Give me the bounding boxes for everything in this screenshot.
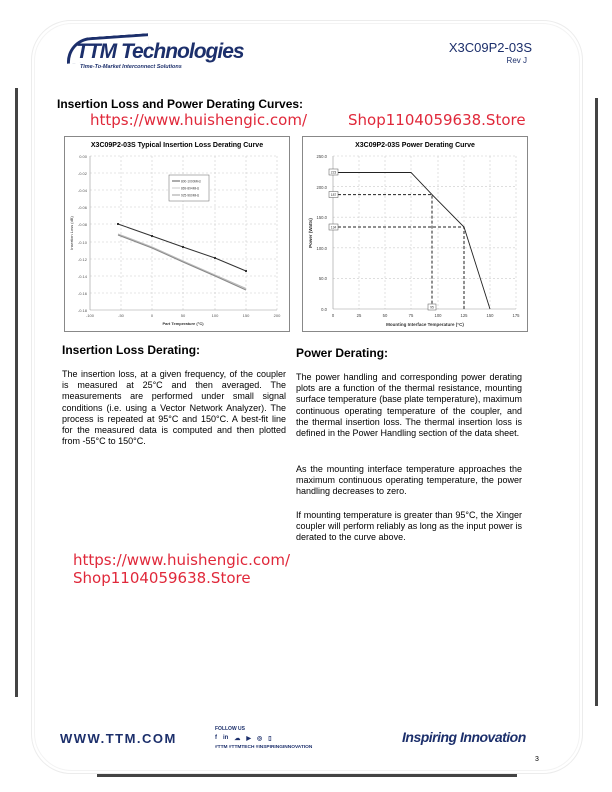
svg-text:-0.04: -0.04 xyxy=(77,188,87,193)
svg-text:800-1000MHz: 800-1000MHz xyxy=(181,179,202,184)
instagram-icon[interactable]: ◎ xyxy=(256,736,263,742)
revision: Rev J xyxy=(506,56,527,65)
chart-title: X3C09P2-03S Power Derating Curve xyxy=(355,142,475,149)
linkedin-icon[interactable]: in xyxy=(223,735,229,741)
insertion-loss-heading: Insertion Loss Derating: xyxy=(62,343,201,357)
svg-text:-0.10: -0.10 xyxy=(77,240,87,245)
svg-text:125: 125 xyxy=(460,313,468,318)
svg-text:0.00: 0.00 xyxy=(79,154,87,159)
svg-text:187: 187 xyxy=(330,192,337,197)
watermark-url: https://www.huishengic.com/ xyxy=(90,111,307,129)
logo-tagline: Time-To-Market Interconnect Solutions xyxy=(80,64,182,70)
youtube-icon[interactable]: ▶ xyxy=(246,736,251,742)
svg-text:-100: -100 xyxy=(85,313,95,318)
svg-text:-0.02: -0.02 xyxy=(77,171,87,176)
svg-text:134: 134 xyxy=(330,225,337,230)
page-number: 3 xyxy=(535,756,539,763)
svg-text:-50: -50 xyxy=(118,313,124,318)
insertion-loss-chart xyxy=(64,136,290,332)
svg-text:Mounting Interface Temperature: Mounting Interface Temperature (°C) xyxy=(386,322,464,327)
svg-text:Power (Watts): Power (Watts) xyxy=(308,218,313,248)
svg-text:200.0: 200.0 xyxy=(316,185,327,190)
svg-text:-0.18: -0.18 xyxy=(77,308,87,313)
svg-text:Insertion Loss (dB): Insertion Loss (dB) xyxy=(69,216,74,250)
svg-text:50.0: 50.0 xyxy=(318,276,327,281)
wechat-icon[interactable]: ☁ xyxy=(234,736,241,742)
logo-text: TTM Technologies xyxy=(76,40,244,63)
svg-text:95: 95 xyxy=(430,305,434,310)
footer-website-link[interactable]: WWW.TTM.COM xyxy=(60,731,177,746)
svg-text:-0.08: -0.08 xyxy=(77,222,87,227)
svg-text:25: 25 xyxy=(356,313,362,318)
svg-text:0: 0 xyxy=(150,313,154,318)
section-title: Insertion Loss and Power Derating Curves: xyxy=(57,97,304,111)
power-derating-chart xyxy=(302,136,528,332)
svg-text:50: 50 xyxy=(382,313,388,318)
svg-text:Part Temperature (°C): Part Temperature (°C) xyxy=(162,321,204,326)
power-derating-plot xyxy=(303,137,527,331)
left-edge-bar xyxy=(15,88,18,697)
watermark-url-2: https://www.huishengic.com/ xyxy=(73,551,290,569)
svg-text:0: 0 xyxy=(331,313,335,318)
svg-text:223: 223 xyxy=(330,170,337,175)
follow-us-label: FOLLOW US xyxy=(215,726,245,732)
power-derating-body-1: The power handling and corresponding power derating plots are a function of the thermal resistance, mounting surface temperature (base plate temperature), maximum continuous operating temperature of the coupler, and the thermal insertion loss. The thermal insertion loss is defined in the Power Handling section of the data sheet. xyxy=(296,372,522,439)
svg-text:-0.12: -0.12 xyxy=(77,257,87,262)
chart-title: X3C09P2-03S Typical Insertion Loss Derating Curve xyxy=(90,142,264,149)
svg-text:150: 150 xyxy=(486,313,494,318)
svg-text:100.0: 100.0 xyxy=(316,246,327,251)
power-derating-heading: Power Derating: xyxy=(296,346,389,360)
svg-text:100: 100 xyxy=(211,313,219,318)
svg-text:150: 150 xyxy=(242,313,250,318)
watermark-shop-2: Shop1104059638.Store xyxy=(73,569,251,587)
watermark-shop: Shop1104059638.Store xyxy=(348,111,526,129)
footer-hashtags: #TTM #TTMTECH #INSPIRINGINNOVATION xyxy=(215,745,313,750)
ttm-logo xyxy=(60,34,260,74)
right-edge-bar xyxy=(595,98,598,706)
svg-text:50: 50 xyxy=(180,313,186,318)
svg-text:-0.16: -0.16 xyxy=(77,291,87,296)
insertion-loss-body: The insertion loss, at a given frequency, of the coupler is measured at 25°C and then averaged. The measurements are performed under small signal conditions (i.e. using a Vector Network Analyzer). The process is repeated at 95°C and 150°C. A best-fit line for the measured data is computed and then plotted from -55°C to 150°C. xyxy=(62,369,286,447)
svg-text:0.0: 0.0 xyxy=(321,307,327,312)
svg-text:-0.06: -0.06 xyxy=(77,205,87,210)
svg-text:175: 175 xyxy=(512,313,520,318)
svg-text:869-894MHz: 869-894MHz xyxy=(181,186,200,191)
svg-text:250.0: 250.0 xyxy=(316,154,327,159)
footer-tagline: Inspiring Innovation xyxy=(402,729,526,745)
insertion-loss-plot xyxy=(65,137,289,331)
svg-text:925-960MHz: 925-960MHz xyxy=(181,193,200,198)
document-id: X3C09P2-03S xyxy=(448,40,532,55)
svg-text:150.0: 150.0 xyxy=(316,215,327,220)
power-derating-body-2: As the mounting interface temperature approaches the maximum continuous operating temperature, the power handling decreases to zero. xyxy=(296,464,522,497)
facebook-icon[interactable]: f xyxy=(215,735,217,741)
social-icons xyxy=(215,735,272,742)
svg-text:-0.14: -0.14 xyxy=(77,274,87,279)
svg-text:200: 200 xyxy=(273,313,281,318)
bottom-edge-bar xyxy=(97,774,517,777)
power-derating-body-3: If mounting temperature is greater than 95°C, the Xinger coupler will perform reliably as long as the input power is derated to the curve above. xyxy=(296,510,522,543)
svg-text:100: 100 xyxy=(434,313,442,318)
mobile-icon[interactable]: ▯ xyxy=(268,736,272,742)
svg-text:75: 75 xyxy=(408,313,414,318)
